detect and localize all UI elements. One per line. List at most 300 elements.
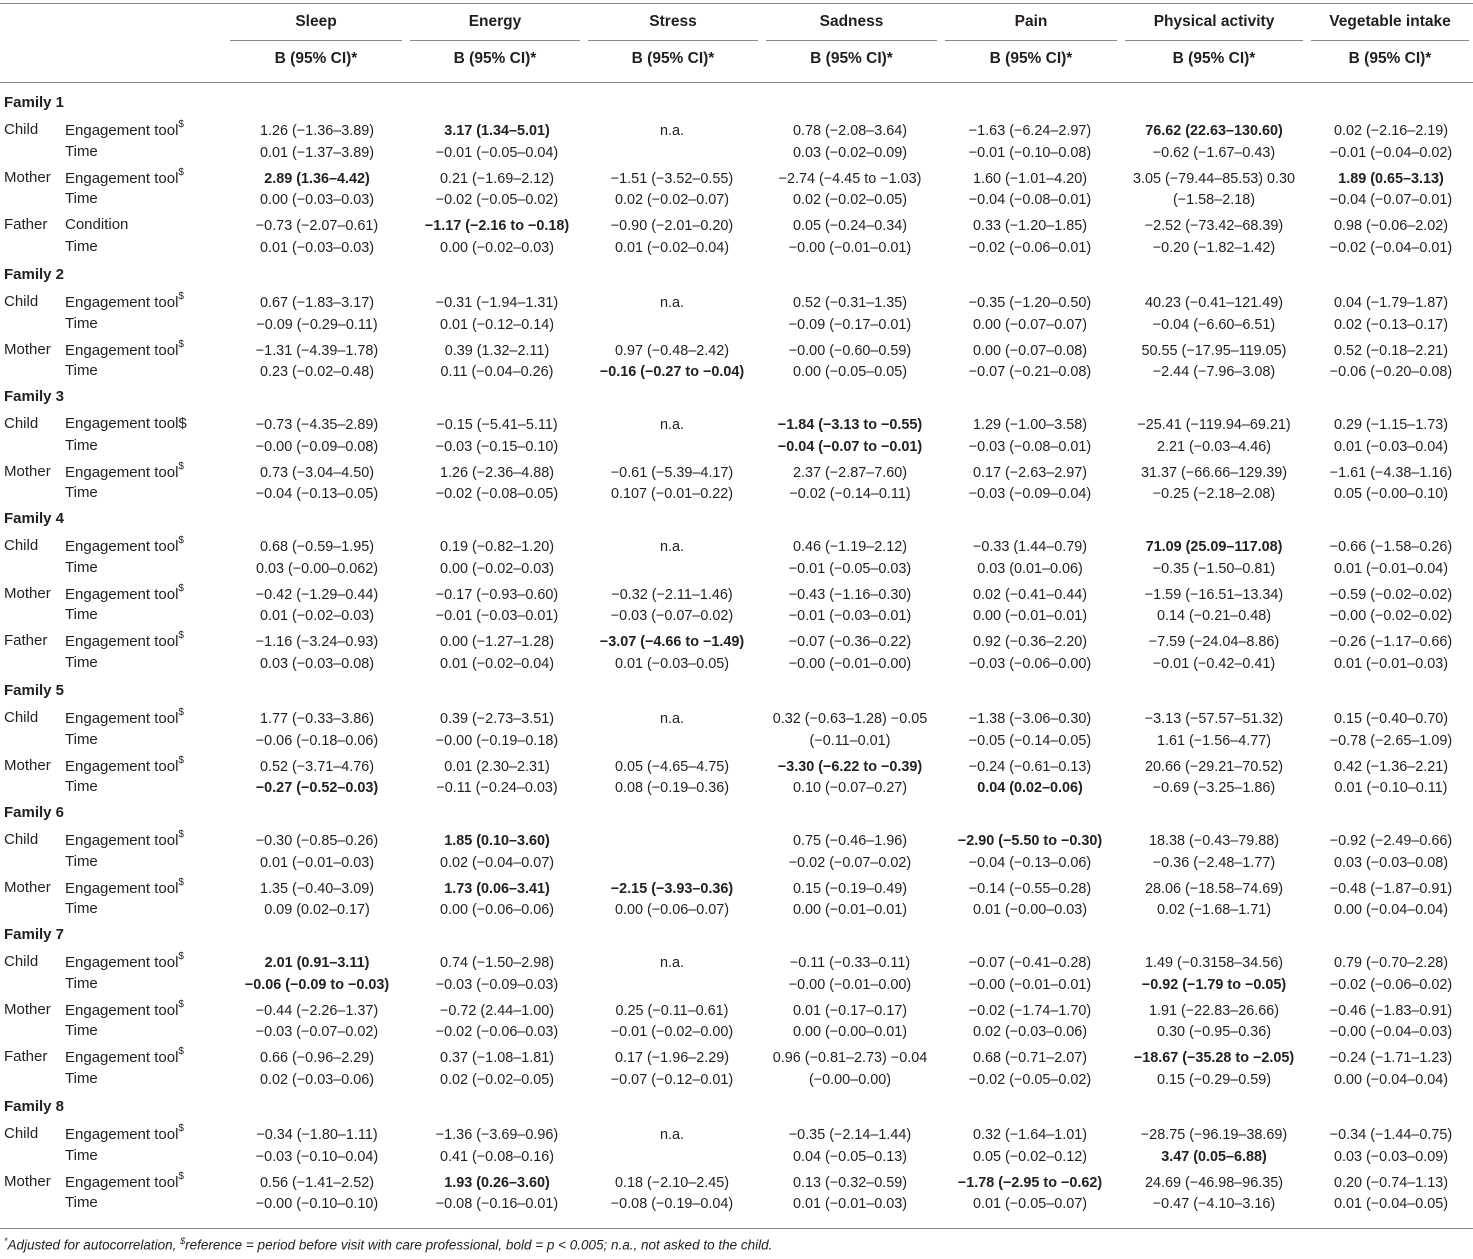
table-cell: 0.01 (−1.37–3.89) [259, 144, 374, 161]
table-cell: 0.03 (−0.02–0.09) [792, 144, 907, 161]
table-cell: 0.02 (−0.04–0.07) [439, 854, 554, 871]
table-cell: 3.05 (−79.44–85.53) 0.30 [1132, 170, 1296, 187]
table-cell: 0.01 (−0.01–0.03) [259, 854, 374, 871]
variable-label [65, 437, 98, 454]
table-cell: n.a. [659, 711, 684, 727]
table-cell: −25.41 (−119.94–69.21) [1137, 417, 1291, 433]
variable-name: Time [65, 900, 98, 917]
table-cell: −0.07 (−0.41–0.28) [968, 955, 1092, 971]
table-cell: −28.75 (−96.19–38.69) [1140, 1127, 1288, 1143]
table-cell: n.a. [659, 123, 684, 139]
table-cell: 18.38 (−0.43–79.88) [1148, 833, 1280, 849]
variable-label [65, 709, 184, 727]
variable-superscript: $ [178, 998, 184, 1010]
table-cell: n.a. [659, 417, 684, 433]
table-cell: 0.01 (−0.03–0.03) [259, 239, 374, 256]
table-cell: −1.31 (−4.39–1.78) [255, 342, 379, 359]
table-cell: −0.44 (−2.26–1.37) [255, 1002, 379, 1019]
member-role: Child [4, 415, 39, 432]
table-cell: −0.01 (−0.10–0.08) [968, 144, 1092, 161]
table-cell: 0.29 (−1.15–1.73) [1333, 417, 1448, 433]
table-cell: −0.26 (−1.17–0.66) [1329, 634, 1453, 650]
variable-label [65, 632, 184, 650]
variable-label [65, 338, 184, 359]
table-cell: 20.66 (−29.21–70.52) [1144, 758, 1284, 775]
table-cell: −0.20 (−1.82–1.42) [1152, 239, 1276, 256]
table-cell: 0.02 (−0.13–0.17) [1333, 316, 1448, 333]
table-cell: 0.21 (−1.69–2.12) [439, 170, 554, 187]
table-cell: −0.61 (−5.39–4.17) [610, 464, 734, 481]
table-cell: 0.05 (−4.65–4.75) [614, 758, 729, 775]
table-cell: 1.49 (−0.3158–34.56) [1144, 955, 1284, 971]
column-header-rule [1311, 40, 1469, 41]
variable-superscript: $ [178, 630, 184, 641]
variable-label [65, 315, 98, 332]
column-subheader: B (95% CI)* [989, 50, 1073, 67]
table-cell: −0.01 (−0.04–0.02) [1329, 144, 1453, 161]
variable-name: Engagement tool [65, 294, 179, 311]
table-cell: 0.32 (−0.63–1.28) −0.05 [772, 711, 928, 727]
table-cell: −0.15 (−5.41–5.11) [436, 417, 558, 433]
table-cell: −0.03 (−0.15–0.10) [435, 438, 559, 455]
variable-superscript: $ [178, 338, 184, 350]
table-cell: 0.00 (−0.01–0.01) [792, 902, 907, 918]
variable-name: Time [65, 190, 98, 207]
table-cell: 0.01 (−0.02–0.04) [439, 655, 554, 672]
member-role: Father [4, 216, 48, 233]
table-cell: 0.02 (−0.41–0.44) [972, 586, 1087, 603]
table-cell: 0.17 (−1.96–2.29) [614, 1050, 729, 1066]
variable-label [65, 559, 98, 576]
member-role: Mother [4, 340, 51, 358]
table-cell: −0.92 (−1.79 to −0.05) [1141, 976, 1287, 993]
table-cell: −0.03 (−0.08–0.01) [968, 438, 1092, 455]
table-cell: −2.44 (−7.96–3.08) [1152, 364, 1276, 380]
table-cell: −0.17 (−0.93–0.60) [435, 586, 559, 603]
table-cell: 0.15 (−0.40–0.70) [1333, 711, 1448, 727]
variable-name: Time [65, 1194, 98, 1211]
table-cell: 0.02 (−0.02–0.07) [614, 192, 729, 208]
column-header-rule [230, 40, 402, 41]
variable-label [65, 537, 184, 555]
family-label: Family 5 [4, 682, 65, 699]
table-cell: 0.00 (−0.01–0.01) [972, 608, 1087, 624]
variable-label [65, 831, 184, 849]
family-label: Family 2 [4, 266, 65, 283]
table-cell: 0.20 (−0.74–1.13) [1333, 1174, 1448, 1191]
variable-label [65, 143, 98, 160]
table-cell: −0.02 (−0.04–0.01) [1329, 239, 1453, 256]
table-cell: 0.17 (−2.63–2.97) [972, 464, 1087, 481]
column-header-sleep: Sleep [295, 13, 337, 30]
variable-superscript: $ [178, 582, 184, 594]
variable-name: Engagement tool [65, 710, 179, 727]
table-cell: 0.02 (−0.03–0.06) [259, 1071, 374, 1088]
table-cell: (−0.00–0.00) [808, 1071, 891, 1088]
table-cell: −0.11 (−0.24–0.03) [436, 780, 558, 796]
table-cell: −0.00 (−0.01–0.01) [788, 239, 912, 256]
variable-superscript: $ [178, 460, 184, 472]
table-cell: −1.51 (−3.52–0.55) [610, 170, 734, 187]
variable-label [65, 900, 98, 917]
table-cell: 0.05 (−0.00–0.10) [1333, 486, 1448, 502]
variable-label [65, 654, 98, 671]
table-cell: −0.02 (−0.07–0.02) [788, 854, 912, 871]
member-role: Mother [4, 756, 51, 774]
variable-name: Time [65, 484, 98, 501]
table-cell: 2.37 (−2.87–7.60) [792, 464, 907, 481]
table-cell: 0.73 (−3.04–4.50) [259, 464, 374, 481]
table-cell: 0.05 (−0.24–0.34) [792, 218, 907, 234]
variable-name: Engagement tool [65, 538, 179, 555]
table-cell: 0.52 (−0.31–1.35) [792, 295, 907, 311]
variable-name: Time [65, 1069, 98, 1087]
member-role: Child [4, 121, 39, 138]
table-cell: 0.01 (−0.02–0.03) [259, 608, 374, 624]
table-cell: 1.35 (−0.40–3.09) [259, 880, 374, 897]
variable-superscript: $ [178, 1123, 184, 1134]
table-cell: 0.03 (−0.03–0.08) [259, 655, 374, 672]
variable-name: Engagement tool [65, 463, 179, 481]
table-cell: 0.39 (1.32–2.11) [444, 342, 550, 359]
column-subheader: B (95% CI)* [810, 50, 893, 67]
table-cell: −0.02 (−0.06–0.03) [435, 1024, 559, 1040]
table-cell: 1.61 (−1.56–4.77) [1156, 732, 1271, 749]
table-cell: −0.01 (−0.05–0.03) [788, 560, 912, 577]
table-cell: 1.73 (0.06–3.41) [444, 880, 550, 897]
member-role: Child [4, 709, 39, 726]
variable-superscript: $ [178, 535, 184, 546]
table-cell: 0.03 (−0.03–0.08) [1333, 854, 1448, 871]
table-cell: 0.74 (−1.50–2.98) [439, 955, 554, 971]
table-cell: −0.90 (−2.01–0.20) [610, 218, 734, 234]
table-cell: −2.90 (−5.50 to −0.30) [957, 833, 1103, 849]
table-cell: 0.00 (−1.27–1.28) [439, 634, 554, 650]
table-cell: 0.00 (−0.04–0.04) [1333, 902, 1448, 918]
table-cell: 0.42 (−1.36–2.21) [1333, 758, 1448, 775]
table-cell: 1.60 (−1.01–4.20) [972, 170, 1087, 187]
column-subheader: B (95% CI)* [453, 50, 537, 67]
table-cell: 0.25 (−0.11–0.61) [615, 1002, 729, 1019]
table-cell: −0.03 (−0.09–0.03) [435, 976, 559, 993]
table-bottom-rule [0, 1228, 1473, 1229]
table-cell: 0.03 (0.01–0.06) [977, 560, 1083, 577]
table-cell: 0.01 (−0.01–0.04) [1333, 560, 1448, 577]
member-role: Father [4, 632, 48, 649]
table-cell: 1.93 (0.26–3.60) [444, 1174, 550, 1191]
column-header-rule [410, 40, 580, 41]
table-cell: 31.37 (−66.66–129.39) [1140, 464, 1288, 481]
table-cell: 0.14 (−0.21–0.48) [1156, 608, 1271, 624]
table-cell: 0.32 (−1.64–1.01) [972, 1127, 1087, 1143]
table-cell: −0.07 (−0.12–0.01) [610, 1071, 734, 1088]
variable-label [65, 166, 184, 187]
table-cell: 50.55 (−17.95–119.05) [1141, 342, 1287, 359]
variable-superscript: $ [178, 754, 184, 766]
member-role: Mother [4, 168, 51, 186]
variable-label [65, 1170, 184, 1191]
variable-label [65, 975, 98, 992]
table-cell: −0.42 (−1.29–0.44) [255, 586, 379, 603]
table-cell: −0.02 (−0.06–0.01) [968, 239, 1092, 256]
table-cell: 0.09 (0.02–0.17) [264, 902, 370, 918]
table-cell: 0.01 (−0.17–0.17) [792, 1002, 907, 1019]
table-cell: −0.02 (−0.08–0.05) [435, 486, 559, 502]
table-cell: −0.02 (−0.05–0.02) [968, 1071, 1092, 1088]
table-cell: −0.73 (−2.07–0.61) [255, 218, 379, 234]
table-cell: −1.16 (−3.24–0.93) [255, 634, 379, 650]
table-cell: −1.84 (−3.13 to −0.55) [777, 417, 923, 433]
table-cell: −0.06 (−0.20–0.08) [1329, 364, 1453, 380]
table-cell: −0.02 (−1.74–1.70) [968, 1002, 1092, 1019]
table-cell: −0.27 (−0.52–0.03) [255, 780, 379, 796]
column-subheader: B (95% CI)* [1348, 50, 1432, 67]
variable-label [65, 1022, 98, 1039]
family-label: Family 7 [4, 926, 65, 943]
table-cell: n.a. [659, 955, 684, 971]
table-cell: −1.78 (−2.95 to −0.62) [957, 1174, 1103, 1191]
column-header-rule [766, 40, 937, 41]
table-cell: 0.01 (−0.03–0.04) [1333, 438, 1448, 455]
table-cell: 1.29 (−1.00–3.58) [972, 417, 1087, 433]
column-header-rule [945, 40, 1117, 41]
table-cell: 40.23 (−0.41–121.49) [1144, 295, 1284, 311]
variable-label [65, 731, 98, 748]
variable-name: Engagement tool [65, 954, 179, 971]
table-cell: 0.37 (−1.08–1.81) [439, 1050, 554, 1066]
variable-superscript: $ [178, 1046, 184, 1057]
table-cell: −0.03 (−0.07–0.02) [255, 1024, 379, 1040]
table-cell: 0.30 (−0.95–0.36) [1156, 1024, 1271, 1040]
variable-label [65, 1194, 98, 1211]
variable-name: Time [65, 1022, 98, 1039]
table-cell: −2.15 (−3.93–0.36) [610, 880, 734, 897]
family-label: Family 3 [4, 388, 65, 405]
table-top-rule [0, 3, 1473, 4]
table-cell: 0.19 (−0.82–1.20) [439, 539, 554, 555]
variable-superscript: $ [178, 876, 184, 888]
member-role: Child [4, 537, 39, 554]
table-cell: 24.69 (−46.98–96.35) [1144, 1174, 1284, 1191]
table-cell: 0.18 (−2.10–2.45) [614, 1174, 729, 1191]
table-cell: −1.38 (−3.06–0.30) [968, 711, 1092, 727]
column-subheader: B (95% CI)* [631, 50, 715, 67]
table-cell: 0.52 (−3.71–4.76) [259, 758, 374, 775]
table-cell: −0.00 (−0.01–0.00) [788, 655, 912, 672]
variable-label [65, 582, 184, 603]
table-cell: 0.01 (−0.12–0.14) [439, 316, 554, 333]
table-cell: 1.26 (−1.36–3.89) [259, 123, 374, 139]
column-header-rule [1125, 40, 1303, 41]
table-cell: −0.03 (−0.06–0.00) [968, 655, 1092, 672]
table-cell: 0.56 (−1.41–2.52) [259, 1174, 374, 1191]
table-cell: 0.00 (−0.05–0.05) [792, 364, 907, 380]
table-cell: −3.07 (−4.66 to −1.49) [599, 634, 745, 650]
table-cell: −0.78 (−2.65–1.09) [1329, 732, 1453, 749]
table-cell: 2.01 (0.91–3.11) [264, 955, 370, 971]
table-cell: 0.01 (−0.01–0.03) [1333, 655, 1448, 672]
table-cell: −7.59 (−24.04–8.86) [1148, 634, 1280, 650]
table-cell: −0.08 (−0.16–0.01) [435, 1196, 559, 1212]
table-cell: 0.00 (−0.00–0.01) [792, 1024, 907, 1040]
variable-name: Time [65, 142, 98, 160]
table-cell: 0.01 (−0.00–0.03) [972, 902, 1087, 918]
table-cell: 0.39 (−2.73–3.51) [439, 711, 554, 727]
table-cell: −0.06 (−0.09 to −0.03) [244, 976, 390, 993]
table-cell: −0.05 (−0.14–0.05) [968, 732, 1092, 749]
table-cell: 0.01 (−0.04–0.05) [1333, 1196, 1448, 1212]
table-cell: 0.00 (−0.02–0.03) [439, 239, 554, 256]
variable-name: Engagement tool [65, 585, 179, 603]
table-cell: −0.00 (−0.02–0.02) [1329, 608, 1453, 624]
table-cell: −0.08 (−0.19–0.04) [610, 1196, 734, 1212]
table-cell: −0.34 (−1.44–0.75) [1329, 1127, 1453, 1143]
table-cell: 0.04 (−1.79–1.87) [1333, 295, 1448, 311]
member-role: Child [4, 953, 39, 970]
table-cell: −0.04 (−0.08–0.01) [968, 192, 1092, 208]
variable-name: Condition [65, 216, 129, 233]
table-cell: 3.17 (1.34–5.01) [444, 123, 550, 139]
variable-superscript: $ [178, 1170, 184, 1182]
table-cell: 0.10 (−0.07–0.27) [792, 780, 907, 796]
table-cell: 1.77 (−0.33–3.86) [259, 711, 374, 727]
variable-superscript: $ [178, 119, 184, 130]
variable-name: Time [65, 852, 98, 870]
variable-name: Time [65, 730, 98, 748]
table-cell: −0.04 (−0.13–0.05) [255, 486, 379, 502]
table-cell: 0.02 (−2.16–2.19) [1333, 123, 1448, 139]
table-cell: −0.16 (−0.27 to −0.04) [599, 364, 745, 380]
table-cell: −1.63 (−6.24–2.97) [968, 123, 1092, 139]
member-role: Mother [4, 1172, 51, 1190]
variable-name: Time [65, 778, 98, 795]
table-cell: −0.59 (−0.02–0.02) [1329, 586, 1453, 603]
table-cell: −0.04 (−0.13–0.06) [968, 854, 1092, 871]
member-role: Mother [4, 584, 51, 602]
table-cell: −0.03 (−0.09–0.04) [968, 486, 1092, 502]
variable-name: Engagement tool [65, 757, 179, 775]
table-cell: 0.11 (−0.04–0.26) [440, 364, 554, 380]
table-cell: n.a. [659, 295, 684, 311]
table-cell: 1.89 (0.65–3.13) [1338, 170, 1444, 187]
table-cell: 0.79 (−0.70–2.28) [1333, 955, 1448, 971]
table-cell: 0.96 (−0.81–2.73) −0.04 [772, 1050, 928, 1066]
variable-label [65, 606, 98, 623]
member-role: Mother [4, 1000, 51, 1018]
table-cell: 0.52 (−0.18–2.21) [1333, 342, 1448, 359]
table-cell: 0.04 (−0.05–0.13) [792, 1148, 907, 1165]
variable-label [65, 238, 98, 255]
variable-label [65, 998, 184, 1019]
variable-name: Engagement tool [65, 1126, 179, 1143]
table-cell: 0.107 (−0.01–0.22) [610, 486, 734, 502]
table-cell: −0.01 (−0.03–0.01) [788, 608, 912, 624]
table-cell: 0.02 (−0.02–0.05) [792, 192, 907, 208]
table-cell: −0.04 (−0.07–0.01) [1329, 192, 1453, 208]
column-subheader: B (95% CI)* [274, 50, 358, 67]
table-cell: −0.24 (−0.61–0.13) [968, 758, 1092, 775]
variable-label [65, 1070, 98, 1087]
table-cell: 0.01 (−0.10–0.11) [1334, 780, 1448, 796]
table-cell: −0.01 (−0.03–0.01) [435, 608, 559, 624]
variable-label [65, 876, 184, 897]
table-cell: −0.24 (−1.71–1.23) [1329, 1050, 1453, 1066]
variable-name: Engagement tool [65, 633, 179, 650]
table-cell: −0.69 (−3.25–1.86) [1152, 780, 1276, 796]
variable-label [65, 216, 128, 233]
table-cell: −0.09 (−0.29–0.11) [256, 316, 378, 333]
table-cell: 0.00 (−0.04–0.04) [1333, 1071, 1448, 1088]
table-cell: −1.59 (−16.51–13.34) [1144, 586, 1284, 603]
family-label: Family 8 [4, 1098, 65, 1115]
table-cell: −0.02 (−0.05–0.02) [435, 192, 559, 208]
variable-name: Time [65, 974, 98, 992]
variable-label [65, 754, 184, 775]
variable-superscript: $ [178, 166, 184, 178]
table-cell: −0.02 (−0.14–0.11) [789, 486, 911, 502]
table-cell: 0.00 (−0.06–0.06) [439, 902, 554, 918]
variable-name: Engagement tool [65, 1001, 179, 1019]
table-cell: 1.85 (0.10–3.60) [444, 833, 550, 849]
table-cell: (−1.58–2.18) [1172, 192, 1255, 208]
variable-superscript: $ [178, 829, 184, 840]
variable-name: Engagement tool [65, 341, 179, 359]
table-cell: 3.47 (0.05–6.88) [1161, 1148, 1267, 1165]
table-cell: −1.61 (−4.38–1.16) [1329, 464, 1453, 481]
variable-label [65, 1147, 98, 1164]
table-cell: −0.30 (−0.85–0.26) [255, 833, 379, 849]
table-cell: 0.41 (−0.08–0.16) [439, 1148, 554, 1165]
table-cell: −0.92 (−2.49–0.66) [1329, 833, 1453, 849]
table-footnote: *Adjusted for autocorrelation, $reference = period before visit with care professional, bold = p < 0.005; n.a., not asked to the child. [4, 1236, 773, 1253]
table-cell: 0.05 (−0.02–0.12) [972, 1148, 1087, 1165]
column-header-stress: Stress [649, 13, 697, 30]
table-cell: −0.73 (−4.35–2.89) [255, 417, 379, 433]
table-cell: −0.31 (−1.94–1.31) [435, 295, 559, 311]
table-cell: −0.00 (−0.01–0.01) [968, 976, 1092, 993]
table-cell: 0.78 (−2.08–3.64) [792, 123, 907, 139]
table-cell: 0.02 (−0.03–0.06) [972, 1024, 1087, 1040]
member-role: Mother [4, 878, 51, 896]
table-cell: −0.33 (1.44–0.79) [972, 539, 1087, 555]
table-cell: 0.98 (−0.06–2.02) [1333, 218, 1448, 234]
header-bottom-rule [0, 82, 1473, 83]
table-cell: −1.17 (−2.16 to −0.18) [424, 218, 570, 234]
table-cell: −0.01 (−0.05–0.04) [435, 144, 559, 161]
table-cell: −0.04 (−0.07 to −0.01) [777, 438, 923, 455]
table-cell: 0.13 (−0.32–0.59) [792, 1174, 907, 1191]
table-cell: 0.92 (−0.36–2.20) [972, 634, 1087, 650]
variable-name: Engagement tool [65, 122, 179, 139]
variable-name: Time [65, 362, 98, 379]
variable-label [65, 190, 98, 207]
table-cell: 0.01 (−0.05–0.07) [972, 1196, 1087, 1212]
table-cell: −0.62 (−1.67–0.43) [1152, 144, 1276, 161]
table-cell: −0.02 (−0.06–0.02) [1329, 976, 1453, 993]
member-role: Child [4, 831, 39, 848]
table-cell: −0.47 (−4.10–3.16) [1152, 1196, 1276, 1212]
table-cell: 0.15 (−0.19–0.49) [792, 880, 907, 897]
family-label: Family 4 [4, 510, 65, 527]
variable-name: Engagement tool [65, 879, 179, 897]
variable-superscript: $ [178, 291, 184, 302]
table-cell: −3.30 (−6.22 to −0.39) [777, 758, 923, 775]
table-cell: −0.48 (−1.87–0.91) [1329, 880, 1453, 897]
table-cell: 0.75 (−0.46–1.96) [792, 833, 907, 849]
variable-label [65, 415, 187, 432]
table-cell: n.a. [659, 1127, 684, 1143]
table-cell: −3.13 (−57.57–51.32) [1144, 711, 1284, 727]
